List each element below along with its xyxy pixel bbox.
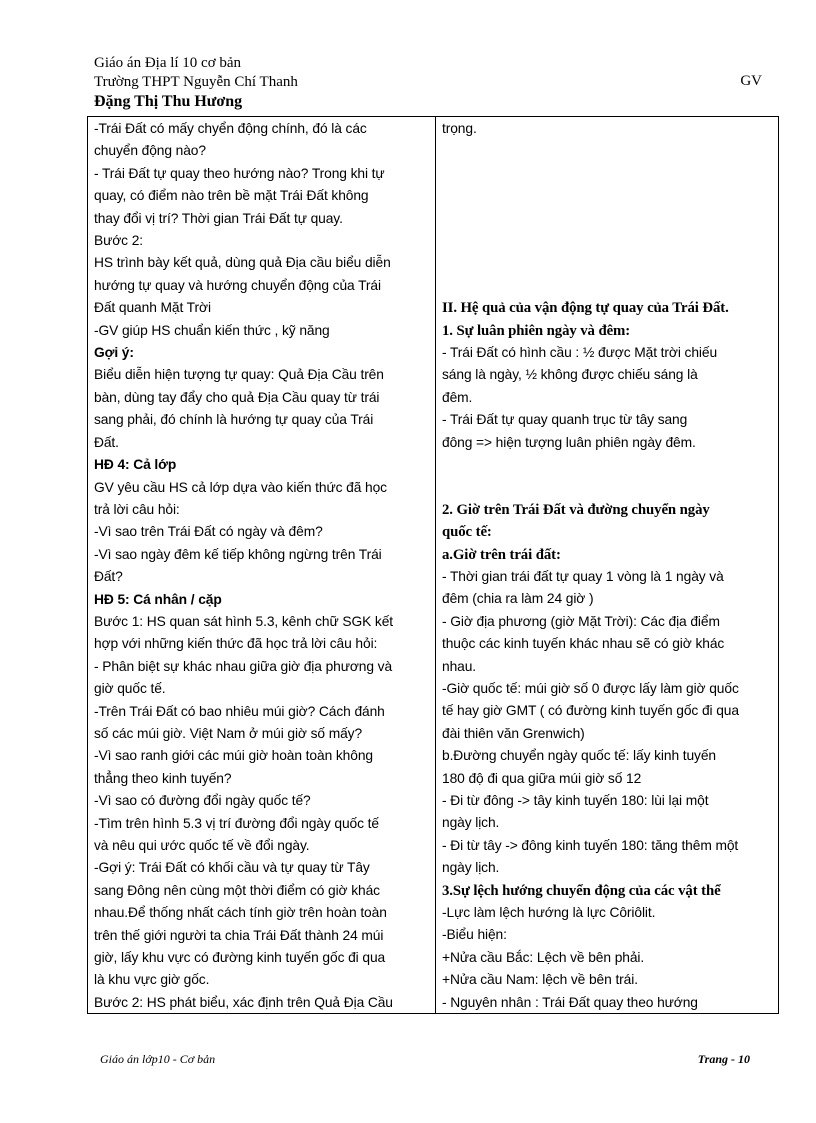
text-line: trên thế giới người ta chia Trái Đất thành 24 múi [94,927,384,943]
text-line: -Vì sao có đường đổi ngày quốc tế? [94,793,311,809]
text-line: +Nửa cầu Bắc: Lệch về bên phải. [442,949,645,965]
text-line: và nêu qui ước quốc tế về đổi ngày. [94,838,310,853]
header-gv: GV [740,73,762,89]
text-line: - Đi từ tây -> đông kinh tuyến 180: tăng thêm một [442,837,739,853]
text-line: quốc tế: [442,524,492,541]
text-line: nhau. [442,658,477,674]
text-line: HĐ 4: Cả lớp [94,457,177,473]
text-line: +Nửa cầu Nam: lệch về bên trái. [442,972,638,988]
text-line: -Giờ quốc tế: múi giờ số 0 được lấy làm giờ quốc [442,681,739,697]
text-line: là khu vực giờ gốc. [94,972,210,988]
text-line [442,230,774,252]
text-line: Đất? [94,569,123,585]
page-footer [100,1052,750,1067]
text-line: 1. Sự luân phiên ngày và đêm: [442,322,631,339]
text-line: quay, có điểm nào trên bề mặt Trái Đất không [94,188,369,204]
text-line: Bước 1: HS quan sát hình 5.3, kênh chữ SGK kết [94,613,394,629]
text-line: ngày lịch. [442,815,500,831]
text-line: hợp với những kiến thức đã học trả lời câu hỏi: [94,636,378,652]
text-line: hướng tự quay và hướng chuyển động của Trái [94,277,381,293]
text-line: đêm (chia ra làm 24 giờ ) [442,591,594,607]
text-line: II. Hệ quả của vận động tự quay của Trái Đất. [442,300,729,317]
text-line: -Gợi ý: Trái Đất có khối cầu và tự quay từ Tây [94,860,370,876]
text-line: -Tìm trên hình 5.3 vị trí đường đổi ngày quốc tế [94,815,379,831]
text-line: -Vì sao trên Trái Đất có ngày và đêm? [94,524,323,540]
text-line: - Trái Đất có hình cầu : ½ được Mặt trời chiếu [442,344,718,360]
text-line: nhau.Để thống nhất cách tính giờ trên hoàn toàn [94,905,387,921]
text-line: thuộc các kinh tuyến khác nhau sẽ có giờ khác [442,636,725,652]
text-line: HĐ 5: Cá nhân / cặp [94,591,222,607]
text-line: -Vì sao ngày đêm kế tiếp không ngừng trên Trái [94,546,382,562]
text-line: Bước 2: HS phát biểu, xác định trên Quả Địa Cầu [94,994,393,1010]
text-line: chuyển động nào? [94,143,206,159]
content-column [436,117,778,1013]
page-header [94,54,762,111]
text-line: 3.Sự lệch hướng chuyển động của các vật thể [442,882,721,899]
text-line: - Trái Đất tự quay theo hướng nào? Trong khi tự [94,165,385,181]
text-line [442,163,774,185]
text-line: -Biểu hiện: [442,927,507,943]
text-line: đài thiên văn Grenwich) [442,725,585,741]
footer-left: Giáo án lớp10 - Cơ bản [100,1052,216,1066]
text-line: - Trái Đất tự quay quanh trục từ tây sang [442,412,688,428]
text-line: Đất quanh Mặt Trời [94,300,211,316]
text-line: Gợi ý: [94,345,134,361]
text-line [442,140,774,162]
text-line [442,208,774,230]
text-line [442,476,774,498]
text-line [442,185,774,207]
text-line: a.Giờ trên trái đất: [442,546,561,563]
text-line: Đất. [94,434,119,450]
text-line [442,252,774,274]
text-line: GV yêu cầu HS cả lớp dựa vào kiến thức đã học [94,479,387,495]
header-subject: Giáo án Địa lí 10 cơ bản [94,55,242,71]
text-line: tế hay giờ GMT ( có đường kinh tuyến gốc đi qua [442,703,739,719]
text-line: giờ quốc tế. [94,681,166,697]
text-line [442,275,774,297]
text-line: sang Đông nên cùng một thời điểm có giờ khác [94,882,380,898]
text-line [442,454,774,476]
text-line: sang phải, đó chính là hướng tự quay của Trái [94,412,374,428]
text-line: -Trên Trái Đất có bao nhiêu múi giờ? Cách đánh [94,703,385,719]
text-line: Bước 2: [94,233,144,249]
header-school: Trường THPT Nguyễn Chí Thanh [94,74,298,90]
text-line: - Giờ địa phương (giờ Mặt Trời): Các địa điểm [442,613,720,629]
text-line: thay đổi vị trí? Thời gian Trái Đất tự quay. [94,210,343,226]
text-line: -Vì sao ranh giới các múi giờ hoàn toàn không [94,748,373,764]
text-line: 180 độ đi qua giữa múi giờ số 12 [442,770,642,786]
text-line: trả lời câu hỏi: [94,501,180,517]
text-line: Biểu diễn hiện tượng tự quay: Quả Địa Cầu trên [94,367,384,383]
lesson-table [87,116,779,1014]
text-line: b.Đường chuyển ngày quốc tế: lấy kinh tuyến [442,748,716,764]
text-line: sáng là ngày, ½ không được chiếu sáng là [442,367,698,383]
text-line: ngày lịch. [442,860,500,876]
text-line: 2. Giờ trên Trái Đất và đường chuyển ngày [442,501,710,518]
page-number: Trang - 10 [697,1052,750,1066]
text-line: thẳng theo kinh tuyến? [94,770,232,786]
text-line: giờ, lấy khu vực có đường kinh tuyến gốc đi qua [94,950,386,966]
text-line: đông => hiện tượng luân phiên ngày đêm. [442,434,696,450]
text-line: - Nguyên nhân : Trái Đất quay theo hướng [442,994,698,1010]
text-line: số các múi giờ. Việt Nam ở múi giờ số mấy? [94,725,363,741]
activities-column [88,117,436,1013]
header-teacher: Đặng Thị Thu Hương [94,93,243,110]
text-line: - Phân biệt sự khác nhau giữa giờ địa phương và [94,658,393,674]
text-line: trọng. [442,121,477,136]
text-line: đêm. [442,389,473,405]
text-line: -GV giúp HS chuẩn kiến thức , kỹ năng [94,322,330,338]
text-line: HS trình bày kết quả, dùng quả Địa cầu biểu diễn [94,255,391,271]
text-line: bàn, dùng tay đẩy cho quả Địa Cầu quay từ trái [94,389,380,405]
text-line: - Thời gian trái đất tự quay 1 vòng là 1 ngày và [442,568,724,584]
text-line: -Trái Đất có mấy chyển động chính, đó là các [94,121,367,136]
text-line: - Đi từ đông -> tây kinh tuyến 180: lùi lại một [442,793,709,809]
text-line: -Lực làm lệch hướng là lực Côriôlit. [442,905,656,921]
